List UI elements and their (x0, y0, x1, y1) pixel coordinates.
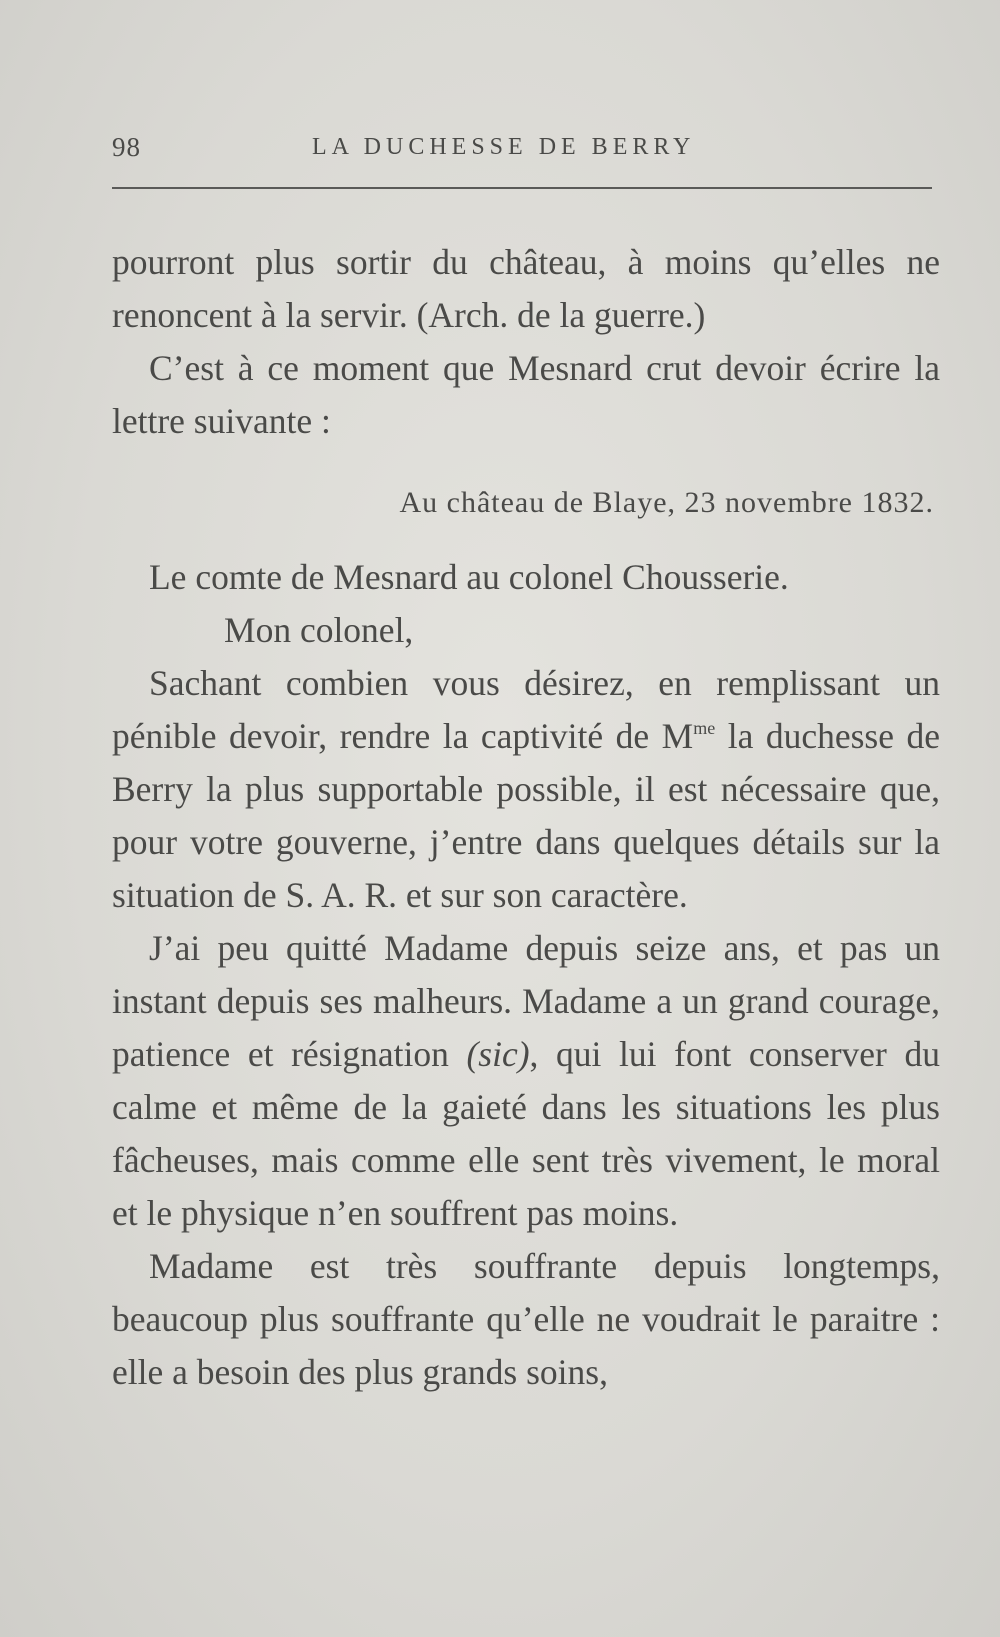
body-text (112, 236, 940, 1399)
title-abbreviation-superscript: me (693, 718, 716, 738)
letter-paragraph-1-start: Sachant combien vous désirez, en remplissant un pénible devoir, rendre la captivité de M (112, 663, 940, 756)
letter-salutation: Mon colonel, (224, 610, 414, 650)
letter-paragraph-2-start: J’ai peu quitté Madame depuis seize ans, et pas un instant depuis ses malheurs. Madame a un grand courage, patience et résignation (112, 928, 940, 1074)
letter-paragraph-2-end: , qui lui font conserver du calme et même de la gaieté dans les situations les plus fâcheuses, mais comme elle sent très vivement, le moral et le physique n’en souffrent pas moins. (112, 1034, 940, 1233)
header-rule (112, 187, 932, 189)
page-header (112, 132, 932, 172)
running-title: LA DUCHESSE DE BERRY (312, 134, 696, 160)
letter-dateline: Au château de Blaye, 23 novembre 1832. (399, 486, 934, 519)
letter-paragraph-1-end: la duchesse de Berry la plus supportable possible, il est nécessaire que, pour votre gouverne, j’entre dans quelques détails sur la situation de S. A. R. et sur son caractère. (112, 716, 940, 915)
letter-address: Le comte de Mesnard au colonel Chousserie. (149, 557, 789, 597)
paragraph-continued: pourront plus sortir du château, à moins qu’elles ne renoncent à la servir. (Arch. de la guerre.) (112, 242, 940, 335)
paragraph-intro-letter: C’est à ce moment que Mesnard crut devoir écrire la lettre suivante : (112, 348, 940, 441)
page-number: 98 (112, 132, 141, 162)
letter-paragraph-1 (112, 657, 940, 922)
sic-note: (sic) (466, 1034, 530, 1074)
letter-paragraph-3: Madame est très souffrante depuis longtemps, beaucoup plus souffrante qu’elle ne voudrait le paraitre : elle a besoin des plus grands soins, (112, 1246, 940, 1392)
letter-paragraph-2 (112, 922, 940, 1240)
